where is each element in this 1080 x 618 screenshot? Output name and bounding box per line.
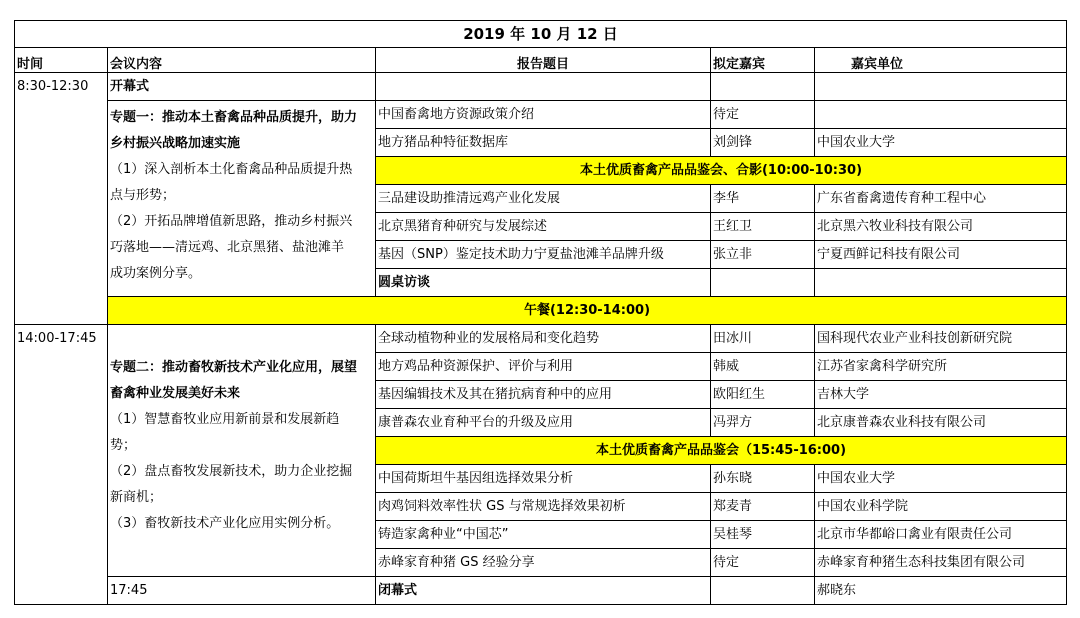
speaker-cell: 孙东晓 [711, 465, 815, 493]
agenda-sheet [14, 20, 1067, 605]
speaker-cell: 待定 [711, 101, 815, 129]
topic-cell: 地方鸡品种资源保护、评价与利用 [376, 353, 711, 381]
topic-cell: 赤峰家育种猪 GS 经验分享 [376, 549, 711, 577]
session-2-point: 新商机； [110, 490, 163, 505]
topic-cell: 基因（SNP）鉴定技术助力宁夏盐池滩羊品牌升级 [376, 241, 711, 269]
session-2-point: （2）盘点畜牧发展新技术，助力企业挖掘 [110, 464, 353, 479]
table-row [15, 325, 1067, 353]
lunch-banner: 午餐(12:30-14:00) [108, 297, 1067, 325]
header-row [15, 48, 1067, 73]
unit-cell: 广东省畜禽遗传育种工程中心 [815, 185, 1067, 213]
speaker-cell [711, 73, 815, 101]
speaker-cell: 欧阳红生 [711, 381, 815, 409]
speaker-cell: 郑麦青 [711, 493, 815, 521]
session-2-point: 势； [110, 438, 137, 453]
roundtable-label: 圆桌访谈 [376, 269, 711, 297]
unit-cell: 中国农业大学 [815, 129, 1067, 157]
agenda-table [14, 20, 1067, 605]
speaker-cell [711, 269, 815, 297]
session-1-title-line-1: 专题一：推动本土畜禽品种品质提升，助力 [110, 110, 358, 125]
unit-cell: 江苏省家禽科学研究所 [815, 353, 1067, 381]
agenda-date-title: 2019 年 10 月 12 日 [15, 21, 1067, 48]
header-speaker: 拟定嘉宾 [711, 48, 815, 73]
afternoon-time: 14:00-17:45 [15, 325, 108, 605]
closing-row [15, 577, 1067, 605]
speaker-cell: 李华 [711, 185, 815, 213]
unit-cell: 宁夏西鲜记科技有限公司 [815, 241, 1067, 269]
topic-cell: 基因编辑技术及其在猪抗病育种中的应用 [376, 381, 711, 409]
title-row [15, 21, 1067, 48]
session-2-title-line-1: 专题二：推动畜牧新技术产业化应用，展望 [110, 360, 358, 375]
morning-time: 8:30-12:30 [15, 73, 108, 325]
speaker-cell: 张立非 [711, 241, 815, 269]
topic-cell: 铸造家禽种业“中国芯” [376, 521, 711, 549]
unit-cell: 北京康普森农业科技有限公司 [815, 409, 1067, 437]
header-time: 时间 [15, 48, 108, 73]
topic-cell: 中国畜禽地方资源政策介绍 [376, 101, 711, 129]
session-1-title-line-2: 乡村振兴战略加速实施 [110, 136, 241, 151]
unit-cell [815, 101, 1067, 129]
header-unit: 嘉宾单位 [815, 48, 1067, 73]
tasting-banner-morning: 本土优质畜禽产品品鉴会、合影(10:00-10:30) [376, 157, 1067, 185]
lunch-row [15, 297, 1067, 325]
tasting-banner-afternoon: 本土优质畜禽产品品鉴会（15:45-16:00) [376, 437, 1067, 465]
unit-cell: 北京市华都峪口禽业有限责任公司 [815, 521, 1067, 549]
session-1-description [108, 101, 376, 297]
session-1-point: 巧落地——清远鸡、北京黑猪、盐池滩羊 [110, 240, 345, 255]
session-2-description [108, 325, 376, 577]
unit-cell: 北京黑六牧业科技有限公司 [815, 213, 1067, 241]
unit-cell: 吉林大学 [815, 381, 1067, 409]
header-topic: 报告题目 [376, 48, 711, 73]
topic-cell: 北京黑猪育种研究与发展综述 [376, 213, 711, 241]
topic-cell: 康普森农业育种平台的升级及应用 [376, 409, 711, 437]
table-row [15, 73, 1067, 101]
header-content: 会议内容 [108, 48, 376, 73]
session-1-point: 成功案例分享。 [110, 266, 202, 281]
unit-cell: 中国农业大学 [815, 465, 1067, 493]
session-2-point: （1）智慧畜牧业应用新前景和发展新趋 [110, 412, 340, 427]
speaker-cell: 待定 [711, 549, 815, 577]
topic-cell [376, 73, 711, 101]
unit-cell [815, 269, 1067, 297]
topic-cell: 全球动植物种业的发展格局和变化趋势 [376, 325, 711, 353]
speaker-cell: 田冰川 [711, 325, 815, 353]
speaker-cell: 刘剑锋 [711, 129, 815, 157]
unit-cell [815, 73, 1067, 101]
speaker-cell: 韩威 [711, 353, 815, 381]
closing-time: 17:45 [108, 577, 376, 605]
speaker-cell: 王红卫 [711, 213, 815, 241]
speaker-cell: 冯羿方 [711, 409, 815, 437]
session-1-point: （2）开拓品牌增值新思路，推动乡村振兴 [110, 214, 353, 229]
topic-cell: 三品建设助推清远鸡产业化发展 [376, 185, 711, 213]
session-1-point: （1）深入剖析本土化畜禽品种品质提升热 [110, 162, 353, 177]
topic-cell [711, 577, 815, 605]
unit-cell: 赤峰家育种猪生态科技集团有限公司 [815, 549, 1067, 577]
speaker-cell: 郝晓东 [815, 577, 1067, 605]
unit-cell: 中国农业科学院 [815, 493, 1067, 521]
closing-label: 闭幕式 [376, 577, 711, 605]
topic-cell: 地方猪品种特征数据库 [376, 129, 711, 157]
session-2-point: （3）畜牧新技术产业化应用实例分析。 [110, 516, 340, 531]
unit-cell: 国科现代农业产业科技创新研究院 [815, 325, 1067, 353]
topic-cell: 中国荷斯坦牛基因组选择效果分析 [376, 465, 711, 493]
session-2-title-line-2: 畜禽种业发展美好未来 [110, 386, 241, 401]
speaker-cell: 吴桂琴 [711, 521, 815, 549]
session-1-point: 点与形势； [110, 188, 176, 203]
topic-cell: 肉鸡饲料效率性状 GS 与常规选择效果初析 [376, 493, 711, 521]
opening-label: 开幕式 [108, 73, 376, 101]
table-row [15, 101, 1067, 129]
